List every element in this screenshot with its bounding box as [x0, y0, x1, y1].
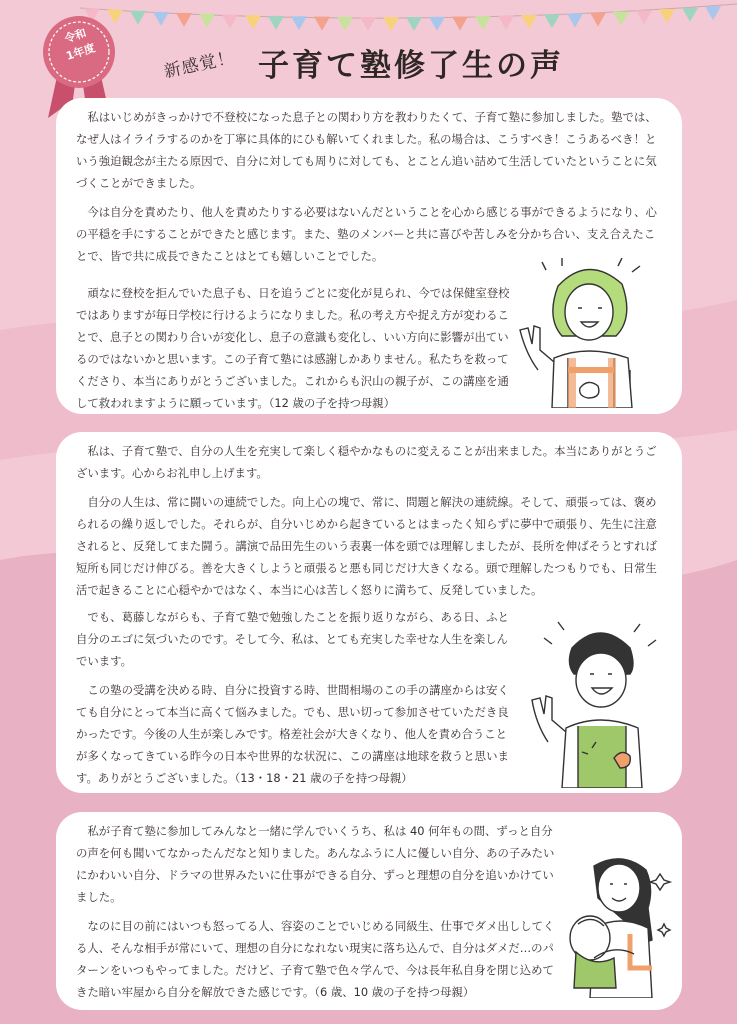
bunting-flag	[268, 16, 284, 30]
bunting-flag	[590, 13, 606, 27]
testimonial-card-1	[56, 98, 682, 414]
testimonial-card-3	[56, 812, 682, 1010]
paragraph: この塾の受講を決める時、自分に投資する時、世間相場のこの手の講座からは安くても自分にとって本当に高くて悩みました。でも、思い切って参加させていただき良かったです。今後の人生が楽しみです。格差社会が大きくなり、他人を責め合うことが多くなってきている昨今の日本や世界的な状況に、この講座は地球を救うと思います。ありがとうございました。（13・18・21 歳の子を持つ母親）	[76, 683, 509, 785]
bunting-flag	[567, 13, 583, 27]
paragraph: 自分の人生は、常に闘いの連続でした。向上心の塊で、常に、問題と解決の連続線。そして、頑張っては、褒められるの繰り返しでした。それらが、自分いじめから起きているとはまったく知らずに夢中で頑張り、先生に注意されると、反発してまた闘う。講演で品田先生のいう表裏一体を頭では理解しましたが、長所を伸ばそうとすれば短所も同じだけ伸びる。善を大きくしようと頑張ると悪も同じだけ大きくなる。頭で理解したつもりでも、日常生活で起きることに心穏やかではなく、本当に心は苦しく怒りに満ちて、反発していました。	[76, 495, 657, 597]
bunting-flag	[153, 12, 169, 26]
bunting-flag	[659, 9, 675, 23]
paragraph: 私は、子育て塾で、自分の人生を充実して楽しく穏やかなものに変えることが出来ました。本当にありがとうございます。心からお礼申し上げます。	[76, 444, 657, 480]
paragraph: でも、葛藤しながらも、子育て塾で勉強したことを振り返りながら、ある日、ふと自分のエゴに気づいたのです。そして今、私は、とても充実した幸せな人生を楽しんでいます。	[76, 610, 509, 668]
bunting-flag	[705, 6, 721, 20]
bunting-flag	[406, 17, 422, 31]
bunting-flag	[682, 8, 698, 22]
testimonial-1-text-wrap	[76, 282, 516, 414]
testimonial-3-text	[76, 820, 564, 1003]
testimonial-2-text-wrap	[76, 606, 516, 789]
bunting-flag	[383, 17, 399, 31]
mother-waving-illustration	[518, 258, 668, 408]
bunting-flag	[498, 16, 514, 30]
badge-line1: 令和	[62, 26, 88, 46]
paragraph: 今は自分を責めたり、他人を責めたりする必要はないんだということを心から感じる事ができるようになり、心の平穏を手にすることができたと感じます。また、塾のメンバーと共に喜びや苦しみを分かち合い、支え合えたことで、皆で共に成長できたことはとても嬉しいことでした。	[76, 205, 657, 263]
bunting-flag	[245, 15, 261, 29]
badge-line2: 1年度	[64, 41, 97, 63]
testimonial-1-text	[76, 106, 664, 267]
bunting-flag	[452, 17, 468, 31]
paragraph: なのに目の前にはいつも怒ってる人、容姿のことでいじめる同級生、仕事でダメ出ししてくる人、そんな相手が常にいて、理想の自分になれない現実に落ち込んで、自分はダメだ…のパターンをいつもやってました。だけど、子育て塾で色々学んで、今は長年私自身を閉じ込めてきた暗い牢屋から自分を解放できた感じです。（6 歳、10 歳の子を持つ母親）	[76, 919, 555, 999]
bunting-flag	[636, 10, 652, 24]
bunting-flag	[291, 16, 307, 30]
bunting-flag	[130, 11, 146, 25]
bunting-flag	[360, 17, 376, 31]
testimonial-card-2	[56, 432, 682, 793]
bunting-flag	[176, 13, 192, 27]
bunting-flag	[521, 15, 537, 29]
paragraph: 私が子育て塾に参加してみんなと一緒に学んでいくうち、私は 40 何年もの間、ずっと自分の声を何も聞いてなかったんだなと知りました。あんなふうに人に優しい自分、あの子みたいにかわいい自分、ドラマの世界みたいに仕事ができる自分、ずっと理想の自分を追いかけていました。	[76, 824, 555, 904]
bunting-flag	[199, 14, 215, 28]
bunting-flag	[429, 17, 445, 31]
bunting-flag	[475, 16, 491, 30]
bunting-flag	[222, 15, 238, 29]
paragraph: 頑なに登校を拒んでいた息子も、日を追うごとに変化が見られ、今では保健室登校ではありますが毎日学校に行けるようになりました。私の考え方や捉え方が変わることで、息子との関わり合いが変化し、息子の意識も変化し、いい方向に影響が出ているのではないかと思います。この子育て塾には感謝しかありません。私たちを救ってくださり、本当にありがとうございました。これからも沢山の親子が、この講座を通して救われますように願っています。（12 歳の子を持つ母親）	[76, 286, 510, 410]
mother-waving-illustration	[526, 608, 676, 788]
page-title: 子育て塾修了生の声	[258, 48, 564, 84]
paragraph: 私はいじめがきっかけで不登校になった息子との関わり方を教わりたくて、子育て塾に参加しました。塾では、なぜ人はイライラするのかを丁寧に具体的にひも解いてくれました。私の場合は、こうすべき！こうあるべき！という強迫観念が主たる原因で、自分に対しても周りに対しても、とことん追い詰めて生活していたということに気づくことができました。	[76, 110, 657, 190]
mother-hugging-child-illustration	[564, 848, 678, 998]
testimonial-2-text	[76, 440, 664, 601]
bunting-flag	[613, 11, 629, 25]
subtitle: 新感覚！	[162, 47, 237, 83]
bunting-flag	[337, 17, 353, 31]
bunting-flag	[314, 17, 330, 31]
bunting-flag	[544, 14, 560, 28]
